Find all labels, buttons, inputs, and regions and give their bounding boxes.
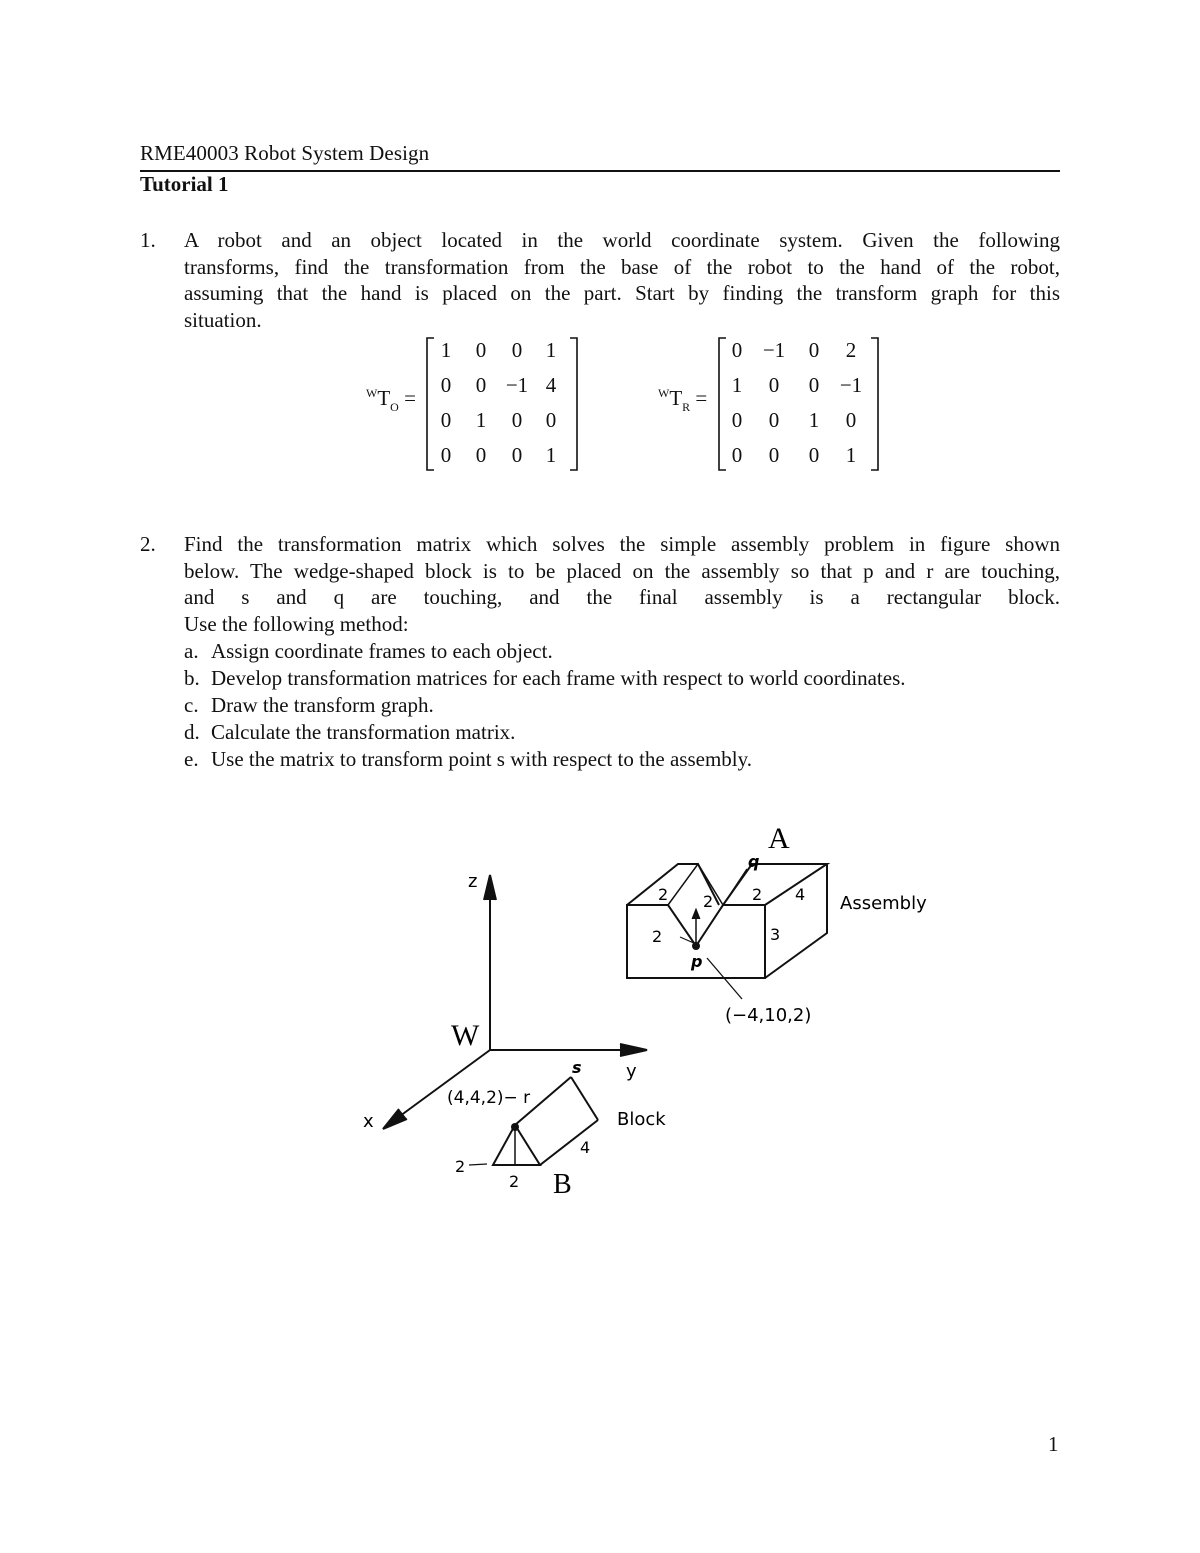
- question-2: [140, 531, 1060, 638]
- matrix-cell: 0: [545, 408, 557, 432]
- matrix-cell: 1: [808, 408, 820, 432]
- matrix-wto: [424, 336, 584, 472]
- question-1-text: [184, 227, 1060, 334]
- method-step-label: a.: [184, 639, 199, 663]
- p-point-label: p: [691, 952, 703, 971]
- assembly-dim-label: 2: [658, 885, 669, 904]
- matrix-cell: 0: [440, 408, 452, 432]
- tutorial-title: Tutorial 1: [140, 172, 229, 196]
- assembly-dim-label: 2: [752, 885, 763, 904]
- block-dim-leader: [469, 1164, 487, 1165]
- matrix-cell: 0: [475, 373, 487, 397]
- matrix-cell: 0: [808, 373, 820, 397]
- matrix-wtr-symbol: T: [669, 386, 683, 410]
- q-point-label: q: [748, 852, 760, 871]
- r-point-label: (4,4,2)− r: [447, 1088, 531, 1108]
- matrix-cell: 0: [440, 443, 452, 467]
- block-dim-label: 4: [580, 1138, 591, 1157]
- assembly-side-face: [765, 864, 827, 978]
- assembly-name-label: A: [768, 822, 790, 855]
- matrix-cell: 4: [545, 373, 557, 397]
- method-step-text: Assign coordinate frames to each object.: [211, 639, 553, 663]
- matrix-wtr-eq: =: [695, 386, 708, 410]
- block-dim-label: 2: [509, 1172, 520, 1191]
- matrix-wto-eq: =: [404, 386, 416, 410]
- p-point-marker: [692, 942, 700, 950]
- question-1-number: 1.: [140, 228, 156, 252]
- matrix-cell: 0: [511, 443, 523, 467]
- question-2-line: Use the following method:: [184, 612, 409, 637]
- method-step: [184, 639, 553, 664]
- matrix-cell: 0: [808, 338, 820, 362]
- assembly-dim-label: 2: [652, 927, 663, 946]
- matrix-cell: 0: [511, 408, 523, 432]
- matrix-cell: 0: [731, 408, 743, 432]
- matrix-cell: 1: [731, 373, 743, 397]
- assembly-top-right: [723, 864, 827, 905]
- z-arrow-icon: [484, 875, 496, 900]
- question-1-line: transforms, find the transformation from the base of the robot to the hand of the robot,: [184, 254, 1060, 279]
- question-2-number: 2.: [140, 532, 156, 556]
- y-arrow-icon: [620, 1044, 647, 1056]
- question-1: [140, 227, 1060, 334]
- question-1-line: assuming that the hand is placed on the part. Start by finding the transform graph for this: [184, 281, 1060, 306]
- matrix-cell: 0: [731, 443, 743, 467]
- z-axis-label: z: [468, 871, 478, 892]
- question-1-line: A robot and an object located in the world coordinate system. Given the following: [184, 228, 1060, 252]
- method-step-label: e.: [184, 747, 199, 771]
- method-step: [184, 693, 434, 718]
- matrix-cell: 0: [845, 408, 857, 432]
- method-step-text: Draw the transform graph.: [211, 693, 434, 717]
- matrix-cell: 0: [475, 443, 487, 467]
- matrix-wto-symbol: T: [377, 386, 391, 410]
- matrix-cell: 2: [845, 338, 857, 362]
- method-step: [184, 666, 906, 691]
- r-point-marker: [511, 1123, 519, 1131]
- matrix-cell: 0: [768, 373, 780, 397]
- matrix-cell: 1: [845, 443, 857, 467]
- matrix-wtr-pre: W: [658, 386, 670, 400]
- matrix-cell: 0: [475, 338, 487, 362]
- question-2-line: and s and q are touching, and the final assembly is a rectangular block.: [184, 585, 1060, 610]
- question-2-line: below. The wedge-shaped block is to be placed on the assembly so that p and r are touching,: [184, 558, 1060, 583]
- header-rule: [140, 170, 1060, 172]
- matrix-wtr: [716, 336, 886, 472]
- matrix-wto-sub: O: [390, 400, 399, 414]
- matrix-cell: 1: [545, 443, 557, 467]
- assembly-figure: [355, 815, 955, 1205]
- assembly-dim-label: 3: [770, 925, 781, 944]
- matrix-cell: 0: [731, 338, 743, 362]
- matrix-cell: −1: [839, 373, 863, 397]
- assembly-label: Assembly: [840, 893, 927, 914]
- matrix-wtr-sub: R: [682, 400, 691, 414]
- matrix-cell: 1: [545, 338, 557, 362]
- page-number: 1: [1048, 1432, 1059, 1456]
- matrix-cell: 0: [511, 338, 523, 362]
- block-dim-label: 2: [455, 1157, 466, 1176]
- p-point-coordinates: (−4,10,2): [725, 1005, 812, 1026]
- assembly-dim-label: 2: [703, 892, 714, 911]
- block-front-face: [493, 1125, 540, 1165]
- method-step-text: Use the matrix to transform point s with respect to the assembly.: [211, 747, 753, 771]
- question-2-text: [184, 531, 1060, 638]
- assembly-arrow-icon: [692, 909, 700, 919]
- matrix-cell: −1: [762, 338, 786, 362]
- method-step: [184, 720, 515, 745]
- block-name-label: B: [553, 1169, 572, 1200]
- world-frame-label: W: [451, 1019, 480, 1052]
- method-step-label: b.: [184, 666, 200, 690]
- y-axis-label: y: [626, 1061, 637, 1082]
- block-back-edge: [571, 1077, 598, 1120]
- method-step-text: Develop transformation matrices for each frame with respect to world coordinates.: [211, 666, 906, 690]
- matrix-cell: 1: [440, 338, 452, 362]
- block-label: Block: [617, 1109, 666, 1130]
- matrix-cell: −1: [505, 373, 529, 397]
- x-axis-label: x: [363, 1111, 374, 1132]
- matrix-cell: 0: [440, 373, 452, 397]
- method-step-text: Calculate the transformation matrix.: [211, 720, 516, 744]
- matrix-wtr-label: [658, 386, 707, 415]
- x-arrow-icon: [383, 1109, 407, 1129]
- question-2-line: Find the transformation matrix which solves the simple assembly problem in figure shown: [184, 532, 1060, 556]
- matrix-wto-label: [366, 386, 416, 415]
- matrix-cell: 0: [768, 408, 780, 432]
- method-step-label: c.: [184, 693, 199, 717]
- matrix-cell: 0: [808, 443, 820, 467]
- matrix-cell: 1: [475, 408, 487, 432]
- course-title: RME40003 Robot System Design: [140, 141, 430, 165]
- assembly-dim-label: 4: [795, 885, 806, 904]
- question-1-line: situation.: [184, 308, 262, 333]
- matrix-wto-pre: W: [366, 386, 378, 400]
- method-step: [184, 747, 752, 772]
- method-step-label: d.: [184, 720, 200, 744]
- s-point-label: s: [572, 1058, 582, 1077]
- matrix-cell: 0: [768, 443, 780, 467]
